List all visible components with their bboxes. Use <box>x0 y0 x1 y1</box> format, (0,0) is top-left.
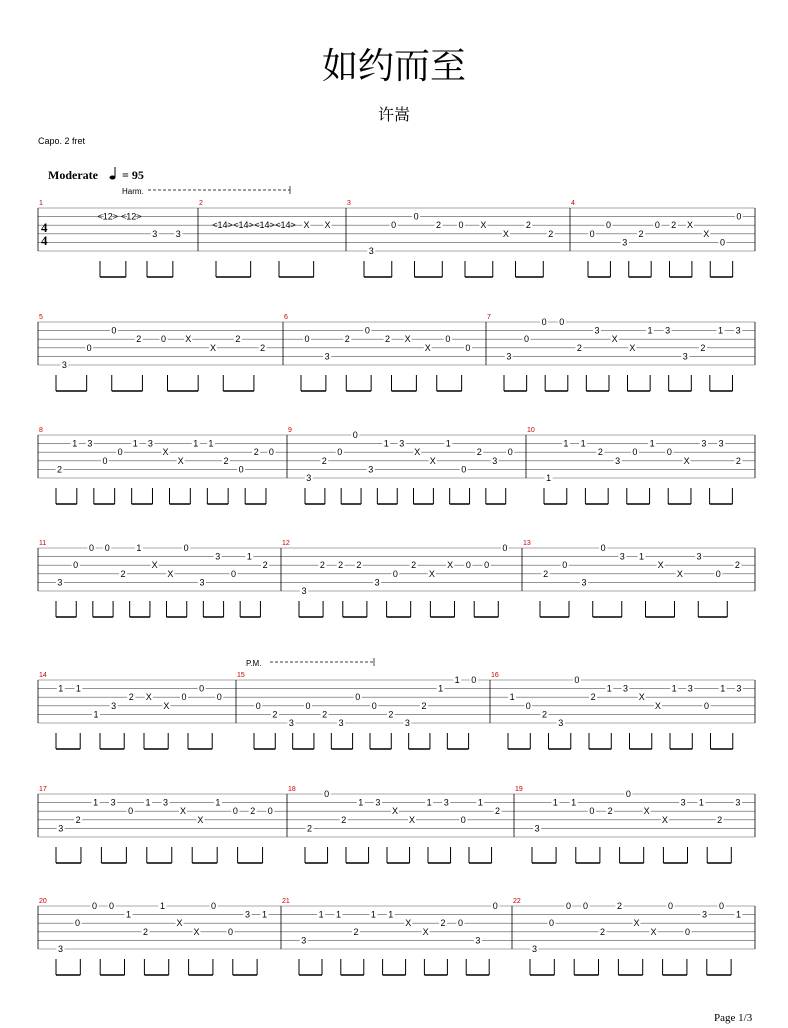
fret-number: 0 <box>227 926 234 937</box>
fret-number: 1 <box>580 438 586 449</box>
fret-number: 2 <box>421 700 427 711</box>
fret-number: 0 <box>304 334 310 345</box>
fret-number: 1 <box>246 551 252 562</box>
fret-number: 2 <box>319 560 325 571</box>
measure-number: 8 <box>39 427 43 434</box>
fret-number: X <box>611 334 618 345</box>
fret-number: 2 <box>590 692 596 703</box>
fret-number: 3 <box>87 438 93 449</box>
fret-number: 3 <box>324 351 330 362</box>
fret-number: 3 <box>701 909 708 920</box>
fret-number: 2 <box>599 926 606 937</box>
fret-number: 0 <box>667 901 674 911</box>
fret-number: 1 <box>93 797 99 808</box>
fret-number: X <box>145 692 152 703</box>
fret-number: 2 <box>735 455 741 466</box>
measure-number: 14 <box>39 672 47 679</box>
fret-number: 0 <box>654 220 660 231</box>
fret-number: 1 <box>75 683 81 694</box>
fret-number: X <box>661 814 668 825</box>
fret-number: 3 <box>718 438 724 449</box>
fret-number: 0 <box>199 683 205 694</box>
fret-number: 0 <box>471 675 477 685</box>
fret-number: 0 <box>86 342 92 353</box>
fret-number: X <box>703 228 710 239</box>
fret-number: 0 <box>267 806 273 817</box>
fret-number: X <box>176 918 183 929</box>
fret-number: 3 <box>581 577 587 588</box>
fret-number: 2 <box>436 220 442 231</box>
fret-number: <14> <box>275 220 296 231</box>
fret-number: 0 <box>507 447 513 458</box>
fret-number: 2 <box>341 814 347 825</box>
fret-number: 2 <box>136 334 142 345</box>
fret-number: 1 <box>426 797 432 808</box>
fret-number: 3 <box>665 325 671 336</box>
fret-number: 2 <box>597 447 603 458</box>
fret-number: 2 <box>120 568 126 579</box>
fret-number: 3 <box>368 246 374 256</box>
harmonics-marking: Harm. <box>122 187 144 196</box>
fret-number: 0 <box>718 901 725 911</box>
fret-number: 1 <box>193 438 199 449</box>
fret-number: X <box>405 918 412 929</box>
fret-number: X <box>429 455 436 466</box>
fret-number: X <box>409 814 416 825</box>
song-title: 如约而至 <box>321 46 466 87</box>
measure-number: 16 <box>491 672 499 679</box>
fret-number: X <box>654 700 661 711</box>
fret-number: X <box>162 447 169 458</box>
fret-number: 3 <box>622 237 628 248</box>
fret-number: X <box>502 228 509 239</box>
fret-number: 3 <box>162 797 169 808</box>
measure-number: 7 <box>487 314 491 321</box>
palm-mute-marking: P.M. <box>246 659 262 668</box>
fret-number: 2 <box>307 823 313 834</box>
fret-number: X <box>686 220 693 231</box>
fret-number: 3 <box>147 438 153 449</box>
fret-number: 0 <box>232 806 238 817</box>
fret-number: 0 <box>589 228 595 239</box>
fret-number: 1 <box>215 797 221 808</box>
fret-number: 0 <box>117 447 123 458</box>
fret-number: 2 <box>476 447 482 458</box>
fret-number: 1 <box>159 901 166 911</box>
fret-number: 0 <box>502 543 508 553</box>
fret-number: 1 <box>318 909 324 920</box>
fret-number: 3 <box>492 455 498 466</box>
fret-number: 0 <box>632 447 638 458</box>
fret-number: 2 <box>494 806 500 817</box>
fret-number: 3 <box>701 438 707 449</box>
fret-number: 0 <box>231 568 237 579</box>
fret-number: 0 <box>104 543 110 553</box>
page-number: Page 1/3 <box>714 1012 753 1024</box>
fret-number: 0 <box>413 211 419 222</box>
fret-number: 0 <box>73 560 79 571</box>
fret-number: 2 <box>235 334 241 345</box>
fret-number: 2 <box>388 709 394 720</box>
fret-number: 2 <box>262 560 268 571</box>
fret-number: <14> <box>233 220 254 231</box>
fret-number: 2 <box>548 228 554 239</box>
fret-number: 3 <box>374 577 380 588</box>
artist-name: 许嵩 <box>377 105 410 124</box>
fret-number: 0 <box>484 560 490 571</box>
fret-number: X <box>163 700 170 711</box>
fret-number: 1 <box>546 473 552 483</box>
fret-number: 3 <box>58 823 64 834</box>
fret-number: X <box>629 342 636 353</box>
fret-number: 1 <box>718 325 724 336</box>
fret-number: 0 <box>600 543 606 553</box>
fret-number: 1 <box>552 797 558 808</box>
fret-number: 3 <box>622 683 629 694</box>
fret-number: X <box>391 806 398 817</box>
fret-number: 2 <box>384 334 391 345</box>
fret-number: 3 <box>199 577 205 588</box>
fret-number: 0 <box>183 543 189 553</box>
fret-number: X <box>638 692 645 703</box>
fret-number: 0 <box>324 789 330 799</box>
fret-number: 3 <box>680 797 686 808</box>
fret-number: 2 <box>321 455 327 466</box>
fret-number: 1 <box>336 909 342 920</box>
fret-number: X <box>424 342 431 353</box>
fret-number: X <box>414 447 421 458</box>
fret-number: 0 <box>181 692 187 703</box>
fret-number: 0 <box>582 901 589 911</box>
fret-number: X <box>404 334 411 345</box>
fret-number: 1 <box>93 709 99 720</box>
fret-number: 0 <box>574 675 580 685</box>
fret-number: 0 <box>465 560 471 571</box>
fret-number: 0 <box>457 918 463 929</box>
fret-number: 1 <box>445 438 451 449</box>
measure-number: 10 <box>527 427 535 434</box>
fret-number: 3 <box>368 464 374 475</box>
fret-number: 1 <box>136 543 142 553</box>
fret-number: 0 <box>465 342 471 353</box>
fret-number: X <box>643 806 650 817</box>
fret-number: 0 <box>371 700 377 711</box>
fret-number: 3 <box>110 797 116 808</box>
fret-number: 2 <box>250 806 256 817</box>
fret-number: X <box>324 220 331 231</box>
fret-number: 1 <box>649 438 655 449</box>
fret-number: 3 <box>61 360 67 370</box>
fret-number: 2 <box>272 709 278 720</box>
fret-number: 3 <box>736 683 742 694</box>
fret-number: 1 <box>563 438 569 449</box>
fret-number: 2 <box>671 220 677 231</box>
fret-number: 3 <box>404 718 410 728</box>
fret-number: 0 <box>548 918 555 929</box>
fret-number: 3 <box>288 718 294 728</box>
measure-number: 6 <box>284 314 288 321</box>
fret-number: 2 <box>607 806 613 817</box>
fret-number: 3 <box>443 797 449 808</box>
fret-number: X <box>428 568 435 579</box>
fret-number: 2 <box>356 560 362 571</box>
fret-number: 1 <box>647 325 653 336</box>
fret-number: 3 <box>682 351 688 362</box>
fret-number: 3 <box>735 797 741 808</box>
fret-number: 3 <box>57 577 63 588</box>
fret-number: 0 <box>736 211 742 222</box>
fret-number: 0 <box>458 220 464 231</box>
fret-number: 2 <box>253 447 259 458</box>
fret-number: 0 <box>523 334 529 345</box>
fret-number: 2 <box>525 220 531 231</box>
fret-number: 3 <box>594 325 600 336</box>
fret-number: 2 <box>322 709 328 720</box>
fret-number: 0 <box>74 918 81 929</box>
fret-number: 0 <box>605 220 611 231</box>
fret-number: 2 <box>75 814 81 825</box>
fret-number: 3 <box>301 586 307 596</box>
measure-number: 11 <box>39 540 47 547</box>
fret-number: 2 <box>616 901 623 911</box>
tempo-bpm: = 95 <box>121 168 144 182</box>
fret-number: 2 <box>223 455 229 466</box>
fret-number: 3 <box>619 551 625 562</box>
fret-number: 3 <box>375 797 381 808</box>
measure-number: 17 <box>39 786 47 793</box>
fret-number: 3 <box>615 455 621 466</box>
fret-number: 0 <box>703 700 710 711</box>
fret-number: 1 <box>358 797 364 808</box>
fret-number: 3 <box>399 438 405 449</box>
fret-number: 0 <box>684 926 691 937</box>
fret-number: 0 <box>666 447 672 458</box>
fret-number: X <box>210 342 217 353</box>
fret-number: X <box>422 926 429 937</box>
fret-number: 2 <box>260 342 266 353</box>
fret-number: X <box>683 455 690 466</box>
fret-number: 2 <box>638 228 644 239</box>
measure-number: 18 <box>288 786 296 793</box>
fret-number: <12> <box>120 211 142 222</box>
fret-number: 0 <box>565 901 572 911</box>
fret-number: 0 <box>391 220 397 231</box>
fret-number: 3 <box>687 683 693 694</box>
time-signature-top: 4 <box>41 220 48 235</box>
fret-number: X <box>167 568 174 579</box>
fret-number: X <box>193 926 200 937</box>
fret-number: 2 <box>57 464 63 475</box>
fret-number: 0 <box>355 692 361 703</box>
fret-number: 0 <box>589 806 595 817</box>
fret-number: 1 <box>571 797 577 808</box>
fret-number: 2 <box>440 918 446 929</box>
fret-number: 1 <box>671 683 677 694</box>
measure-number: 5 <box>39 314 43 321</box>
fret-number: X <box>480 220 487 231</box>
fret-number: 0 <box>364 325 370 336</box>
measure-number: 22 <box>513 898 521 905</box>
fret-number: 2 <box>576 342 582 353</box>
fret-number: 0 <box>720 237 726 248</box>
fret-number: 2 <box>700 342 706 353</box>
fret-number: X <box>633 918 640 929</box>
fret-number: X <box>185 334 192 345</box>
fret-number: 3 <box>531 944 538 954</box>
measure-number: 20 <box>39 898 47 905</box>
fret-number: 0 <box>525 700 531 711</box>
fret-number: X <box>177 455 184 466</box>
fret-number: X <box>650 926 657 937</box>
fret-number: 3 <box>506 351 512 362</box>
fret-number: 1 <box>477 797 483 808</box>
fret-number: 3 <box>338 718 344 728</box>
fret-number: 0 <box>210 901 217 911</box>
tempo-word: Moderate <box>48 168 98 182</box>
fret-number: X <box>179 806 186 817</box>
fret-number: 0 <box>88 543 94 553</box>
fret-number: 0 <box>460 814 466 825</box>
measure-number: 21 <box>282 898 290 905</box>
fret-number: 1 <box>125 909 132 920</box>
fret-number: 0 <box>541 317 547 327</box>
fret-number: X <box>303 220 310 231</box>
fret-number: 0 <box>392 568 398 579</box>
fret-number: 1 <box>454 675 460 685</box>
fret-number: 0 <box>461 464 467 475</box>
fret-number: 0 <box>715 568 721 579</box>
fret-number: 1 <box>606 683 612 694</box>
measure-number: 1 <box>39 200 43 207</box>
fret-number: 0 <box>559 317 565 327</box>
fret-number: 1 <box>735 909 742 920</box>
fret-number: 3 <box>475 935 481 946</box>
fret-number: 3 <box>696 551 702 562</box>
fret-number: 2 <box>344 334 350 345</box>
measure-number: 15 <box>237 672 245 679</box>
fret-number: <12> <box>97 211 119 222</box>
fret-number: 0 <box>562 560 568 571</box>
capo-indication: Capo. 2 fret <box>38 136 86 146</box>
fret-number: 0 <box>102 455 108 466</box>
fret-number: 2 <box>411 560 417 571</box>
fret-number: 1 <box>698 797 704 808</box>
fret-number: 1 <box>509 692 515 703</box>
measure-number: 3 <box>347 200 351 207</box>
fret-number: 0 <box>255 700 261 711</box>
fret-number: 1 <box>145 797 151 808</box>
fret-number: 1 <box>72 438 78 449</box>
fret-number: 0 <box>268 447 274 458</box>
fret-number: 0 <box>111 325 117 336</box>
fret-number: 3 <box>175 228 181 239</box>
fret-number: 3 <box>111 700 117 711</box>
fret-number: 1 <box>261 909 268 920</box>
fret-number: 3 <box>558 718 564 728</box>
fret-number: 2 <box>353 926 359 937</box>
fret-number: 1 <box>132 438 138 449</box>
fret-number: 1 <box>370 909 376 920</box>
fret-number: 2 <box>541 709 548 720</box>
fret-number: 3 <box>215 551 221 562</box>
fret-number: X <box>151 560 158 571</box>
fret-number: <14> <box>212 220 233 231</box>
fret-number: 0 <box>108 901 115 911</box>
fret-number: 2 <box>717 814 723 825</box>
fret-number: 0 <box>91 901 98 911</box>
fret-number: 0 <box>216 692 222 703</box>
fret-number: 2 <box>142 926 149 937</box>
fret-number: 3 <box>735 325 741 336</box>
measure-number: 9 <box>288 427 292 434</box>
fret-number: 1 <box>638 551 645 562</box>
fret-number: X <box>676 568 683 579</box>
fret-number: 1 <box>720 683 726 694</box>
fret-number: 2 <box>734 560 740 571</box>
measure-number: 19 <box>515 786 523 793</box>
fret-number: 0 <box>160 334 167 345</box>
fret-number: 0 <box>352 430 358 440</box>
fret-number: X <box>197 814 204 825</box>
fret-number: 0 <box>305 700 311 711</box>
fret-number: 3 <box>534 823 540 834</box>
fret-number: 0 <box>625 789 631 799</box>
measure-number: 4 <box>571 200 575 207</box>
fret-number: 1 <box>208 438 214 449</box>
fret-number: 0 <box>492 901 498 911</box>
fret-number: 3 <box>301 935 307 946</box>
fret-number: 1 <box>438 683 444 694</box>
measure-number: 13 <box>523 540 531 547</box>
measure-number: 2 <box>199 200 203 207</box>
fret-number: 2 <box>128 692 134 703</box>
measure-number: 12 <box>282 540 290 547</box>
fret-number: X <box>657 560 664 571</box>
fret-number: <14> <box>254 220 275 231</box>
fret-number: 0 <box>445 334 451 345</box>
fret-number: 3 <box>244 909 251 920</box>
fret-number: 3 <box>152 228 158 239</box>
time-signature-bottom: 4 <box>41 233 48 248</box>
fret-number: 2 <box>338 560 344 571</box>
fret-number: X <box>447 560 454 571</box>
fret-number: 3 <box>306 473 312 483</box>
fret-number: 1 <box>383 438 389 449</box>
fret-number: 0 <box>128 806 134 817</box>
fret-number: 1 <box>388 909 394 920</box>
fret-number: 3 <box>57 944 64 954</box>
fret-number: 1 <box>58 683 64 694</box>
fret-number: 2 <box>543 568 549 579</box>
fret-number: 0 <box>337 447 343 458</box>
fret-number: 0 <box>238 464 244 475</box>
